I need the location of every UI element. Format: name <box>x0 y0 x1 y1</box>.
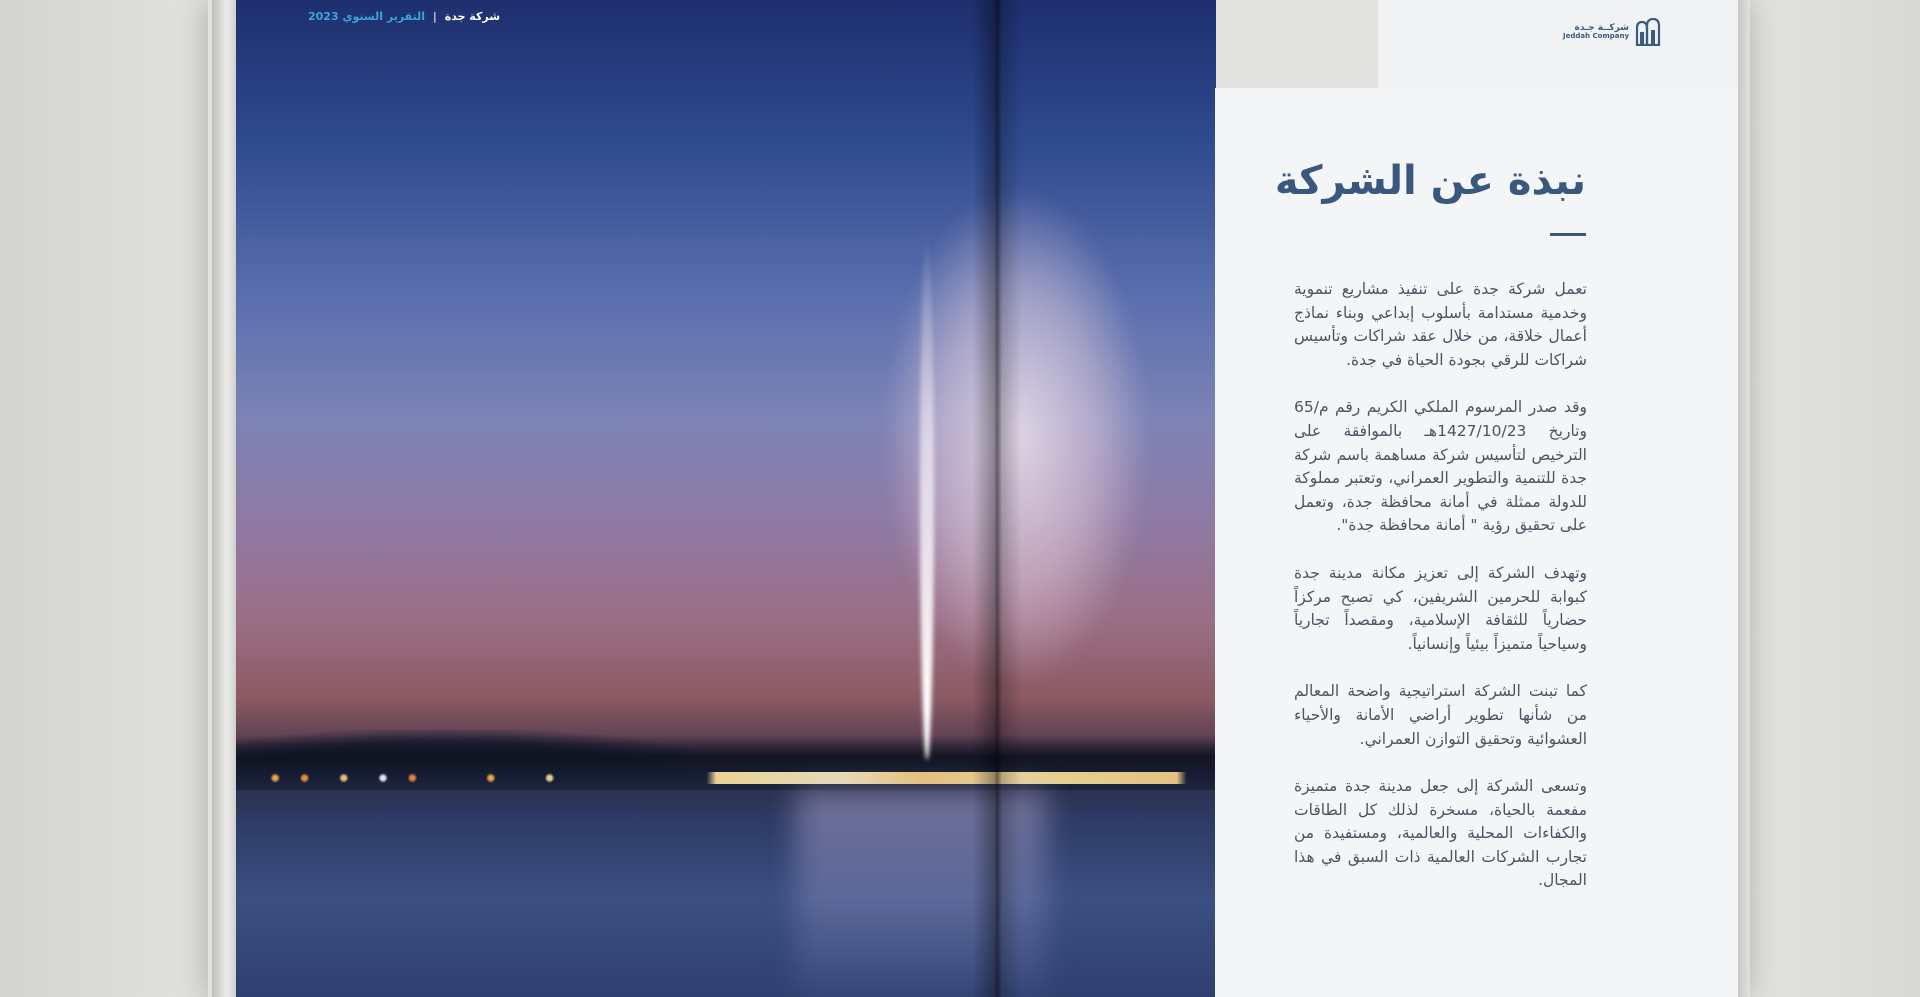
paragraph: تعمل شركة جدة على تنفيذ مشاريع تنموية وخدمية مستدامة بأسلوب إبداعي وبناء نماذج أعمال خلاقة، من خلال عقد شراكات وتأسيس شراكات للرقي بجودة الحياة في جدة. <box>1294 280 1587 369</box>
article-body <box>1294 278 1587 917</box>
book-gutter <box>972 0 1022 997</box>
building-arches-icon <box>1635 18 1661 46</box>
fountain-photo <box>236 0 1216 997</box>
paragraph: كما تبنت الشركة استراتيجية واضحة المعالم من شأنها تطوير أراضي الأمانة والأحياء العشوائية وتحقيق التوازن العمراني. <box>1294 682 1587 748</box>
paragraph: وقد صدر المرسوم الملكي الكريم رقم م/65 وتاريخ 1427/10/23هـ بالموافقة على الترخيص لتأسيس شركة مساهمة باسم شركة جدة للتنمية والتطوير العمراني، وتعتبر مملوكة للدولة ممثلة في أمانة محافظة جدة، وتعمل على تحقيق رؤية " أمانة محافظة جدة". <box>1294 398 1587 535</box>
title-underline <box>1550 233 1586 236</box>
logo-english-name: Jeddah Company <box>1563 32 1630 41</box>
company-logo <box>1563 18 1661 46</box>
paragraph: وتهدف الشركة إلى تعزيز مكانة مدينة جدة كبوابة للحرمين الشريفين، كي تصبح مركزاً حضارياً للثقافة الإسلامية، ومقصداً تجارياً وسياحياً متميزاً بيئياً وإنسانياً. <box>1294 563 1587 653</box>
logo-text <box>1563 24 1629 41</box>
paragraph: وتسعى الشركة إلى جعل مدينة جدة متميزة مفعمة بالحياة، مسخرة لذلك كل الطاقات والكفاءات المحلية والعالمية، ومستفيدة من تجارب الشركات العالمية ذات السبق في هذا المجال. <box>1294 777 1587 890</box>
page-title: نبذة عن الشركة <box>1274 158 1586 204</box>
header-separator: | <box>432 10 437 23</box>
company-label: شركة جدة <box>444 10 501 23</box>
page-edge <box>212 0 236 997</box>
right-page-top <box>1378 0 1738 88</box>
logo-arabic-name: شركــة جـدة <box>1574 22 1630 33</box>
fountain-jet <box>920 230 934 760</box>
shore-lights <box>236 772 1216 784</box>
fountain-plume <box>756 185 1176 785</box>
report-label: التقرير السنوي 2023 <box>308 10 425 23</box>
right-page-edge <box>1738 0 1750 997</box>
running-header <box>308 10 500 23</box>
